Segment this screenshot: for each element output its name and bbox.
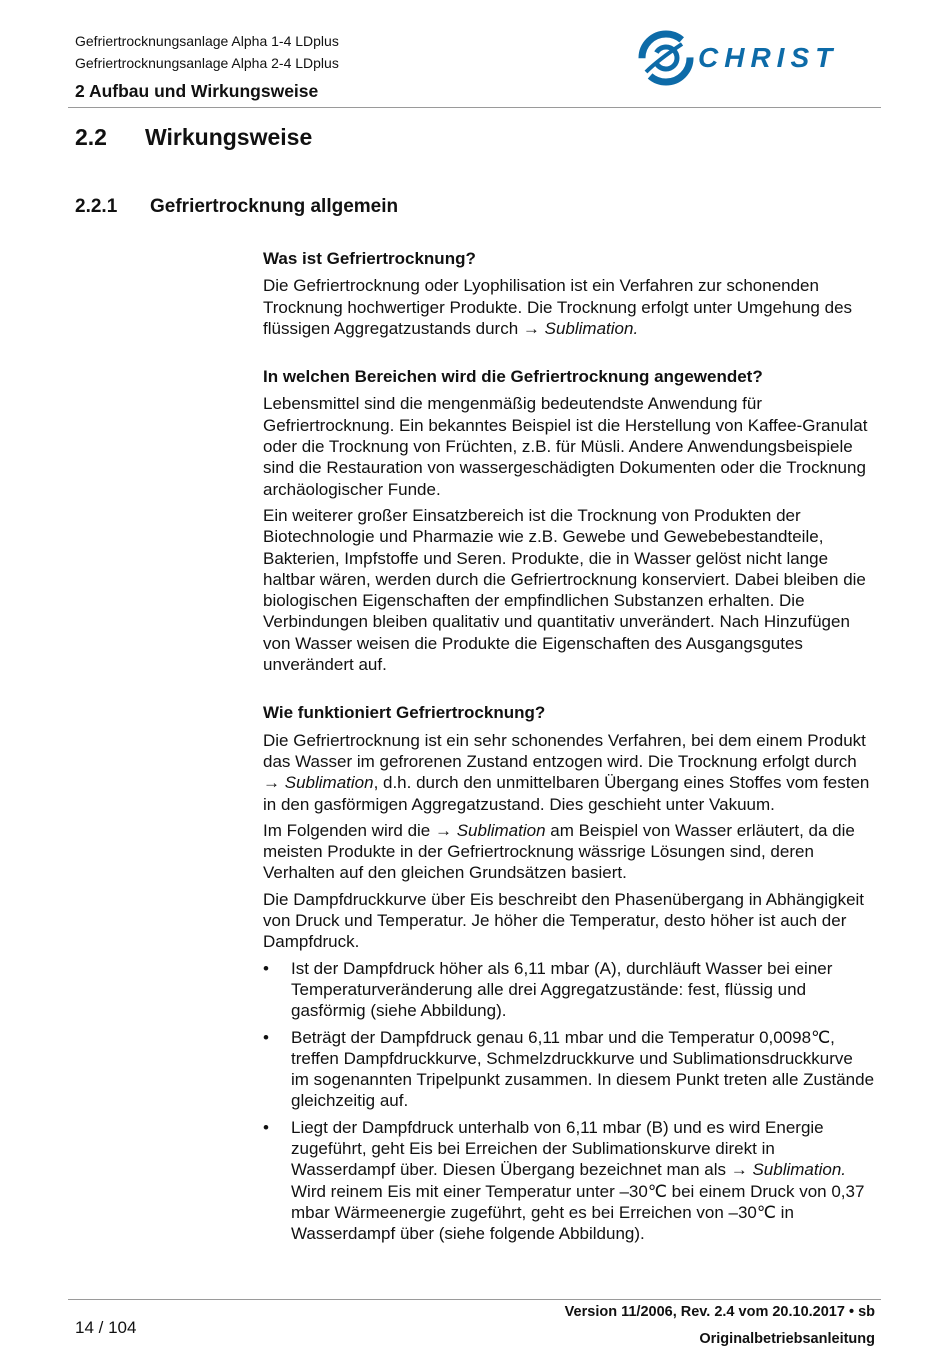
subsection-title: Gefriertrocknung allgemein	[150, 196, 399, 217]
header-product-line-1: Gefriertrocknungsanlage Alpha 1-4 LDplus	[75, 33, 339, 49]
bullet-icon: •	[263, 1117, 269, 1137]
header-section-title: 2 Aufbau und Wirkungsweise	[75, 81, 319, 101]
question-heading: Wie funktioniert Gefriertrocknung?	[263, 703, 546, 723]
question-heading: In welchen Bereichen wird die Gefriertrocknung angewendet?	[263, 367, 763, 387]
section-heading-2-2	[75, 124, 312, 151]
footer-version: Version 11/2006, Rev. 2.4 vom 20.10.2017 • sb	[564, 1304, 875, 1320]
section-number: 2.2	[75, 124, 107, 150]
footer-doc-type: Originalbetriebsanleitung	[699, 1331, 875, 1347]
question-heading: Was ist Gefriertrocknung?	[263, 249, 476, 268]
section-title: Wirkungsweise	[145, 124, 313, 150]
paragraph	[263, 730, 875, 815]
paragraph: Lebensmittel sind die mengenmäßig bedeutendste Anwendung für Gefriertrocknung. Ein bekanntes Beispiel ist die Herstellung von Kaffee-Granulat oder die Trocknung von Früchten, z.B. für Müsli. Andere Anwendungsbeispiele sind die Restauration von wassergeschädigten Dokumenten oder die Trocknung archäologischer Funde.	[263, 394, 868, 499]
paragraph	[263, 820, 875, 884]
christ-logo-mark-icon	[638, 30, 694, 86]
list-item-text: Liegt der Dampfdruck unterhalb von 6,11 mbar (B) und es wird Energie zugeführt, geht Eis bei Erreichen der Sublimationskurve direkt in Wasserdampf über. Diesen Übergang bezeichnet man als	[291, 1117, 824, 1180]
paragraph-text: Die Gefriertrocknung oder Lyophilisation ist ein Verfahren zur schonenden Trocknung hochwertiger Produkte. Die Trocknung erfolgt unter Umgehung des flüssigen Aggregatzustands durch	[263, 276, 853, 338]
paragraph-text: Die Gefriertrocknung ist ein sehr schonendes Verfahren, bei dem einem Produkt das Wasser im gefrorenen Zustand entzogen wird. Die Trocknung erfolgt durch	[263, 730, 866, 771]
list-item-text: Wird reinem Eis mit einer Temperatur unter –30℃ bei einem Druck von 0,37 mbar Wärmeenergie zugeführt, geht es bei Erreichen von –30℃ in Wasserdampf über (siehe folgende Abbildung).	[291, 1181, 865, 1244]
bullet-icon: •	[263, 1027, 269, 1047]
paragraph: Die Dampfdruckkurve über Eis beschreibt den Phasenübergang in Abhängigkeit von Druck und Temperatur. Je höher die Temperatur, desto höher ist auch der Dampfdruck.	[263, 889, 865, 952]
list-item	[263, 1027, 875, 1112]
paragraph: Ein weiterer großer Einsatzbereich ist die Trocknung von Produkten der Biotechnologie und Pharmazie wie z.B. Gewebe und Gewebebestandteile, Bakterien, Impfstoffe und Seren. Produkte, die in Wasser gelöst nicht lange haltbar wären, werden durch die Gefriertrocknung konserviert. Dabei bleiben die biologischen Eigenschaften der empfindlichen Substanzen erhalten. Die Verbindungen bleiben qualitativ und quantitativ unverändert. Nach Hinzufügen von Wasser weisen die Produkte die Eigenschaften des Ausgangsgutes unverändert auf.	[263, 505, 866, 675]
paragraph-text: am Beispiel von Wasser erläutert, da die meisten Produkte in der Gefriertrocknung wässrige Lösungen sind, deren Verhalten auf den gleichen Grundsätzen basiert.	[263, 820, 855, 883]
bullet-icon: •	[263, 958, 269, 978]
subsection-number: 2.2.1	[75, 196, 118, 217]
cross-reference-arrow: →	[434, 820, 452, 840]
cross-reference-link[interactable]: Sublimation	[284, 773, 374, 793]
cross-reference-arrow: →	[522, 318, 540, 338]
christ-logo	[638, 28, 878, 88]
header-divider	[68, 107, 881, 108]
paragraph-text: , d.h. durch den unmittelbaren Übergang eines Stoffes vom festen in den gasförmigen Aggregatzustand. Dies geschieht unter Vakuum.	[263, 773, 870, 814]
cross-reference-link[interactable]: Sublimation.	[544, 318, 639, 338]
footer-divider	[68, 1299, 881, 1300]
page-number: 14 / 104	[75, 1318, 137, 1337]
cross-reference-link[interactable]: Sublimation	[456, 820, 546, 840]
list-item-text: Beträgt der Dampfdruck genau 6,11 mbar und die Temperatur 0,0098℃, treffen Dampfdruckkurve, Schmelzdruckkurve und Sublimationsdruckkurve im sogenannten Tripelpunkt zusammen. In diesem Punkt treten alle Zustände gleichzeitig auf.	[291, 1027, 875, 1111]
cross-reference-arrow: →	[263, 773, 280, 793]
list-item	[263, 958, 875, 1022]
paragraph	[263, 275, 875, 339]
paragraph-text: Im Folgenden wird die	[263, 820, 435, 840]
body-content	[263, 248, 875, 1249]
cross-reference-link[interactable]: Sublimation.	[752, 1160, 847, 1180]
cross-reference-arrow: →	[730, 1160, 748, 1180]
header-product-line-2: Gefriertrocknungsanlage Alpha 2-4 LDplus	[75, 55, 339, 71]
list-item-text: Ist der Dampfdruck höher als 6,11 mbar (A), durchläuft Wasser bei einer Temperaturveränderung alle drei Aggregatzustände: fest, flüssig und gasförmig (siehe Abbildung).	[291, 958, 833, 1021]
subsection-heading-2-2-1	[75, 196, 398, 218]
christ-logo-text: CHRIST	[698, 42, 839, 73]
list-item	[263, 1117, 875, 1245]
bullet-list	[263, 958, 875, 1245]
